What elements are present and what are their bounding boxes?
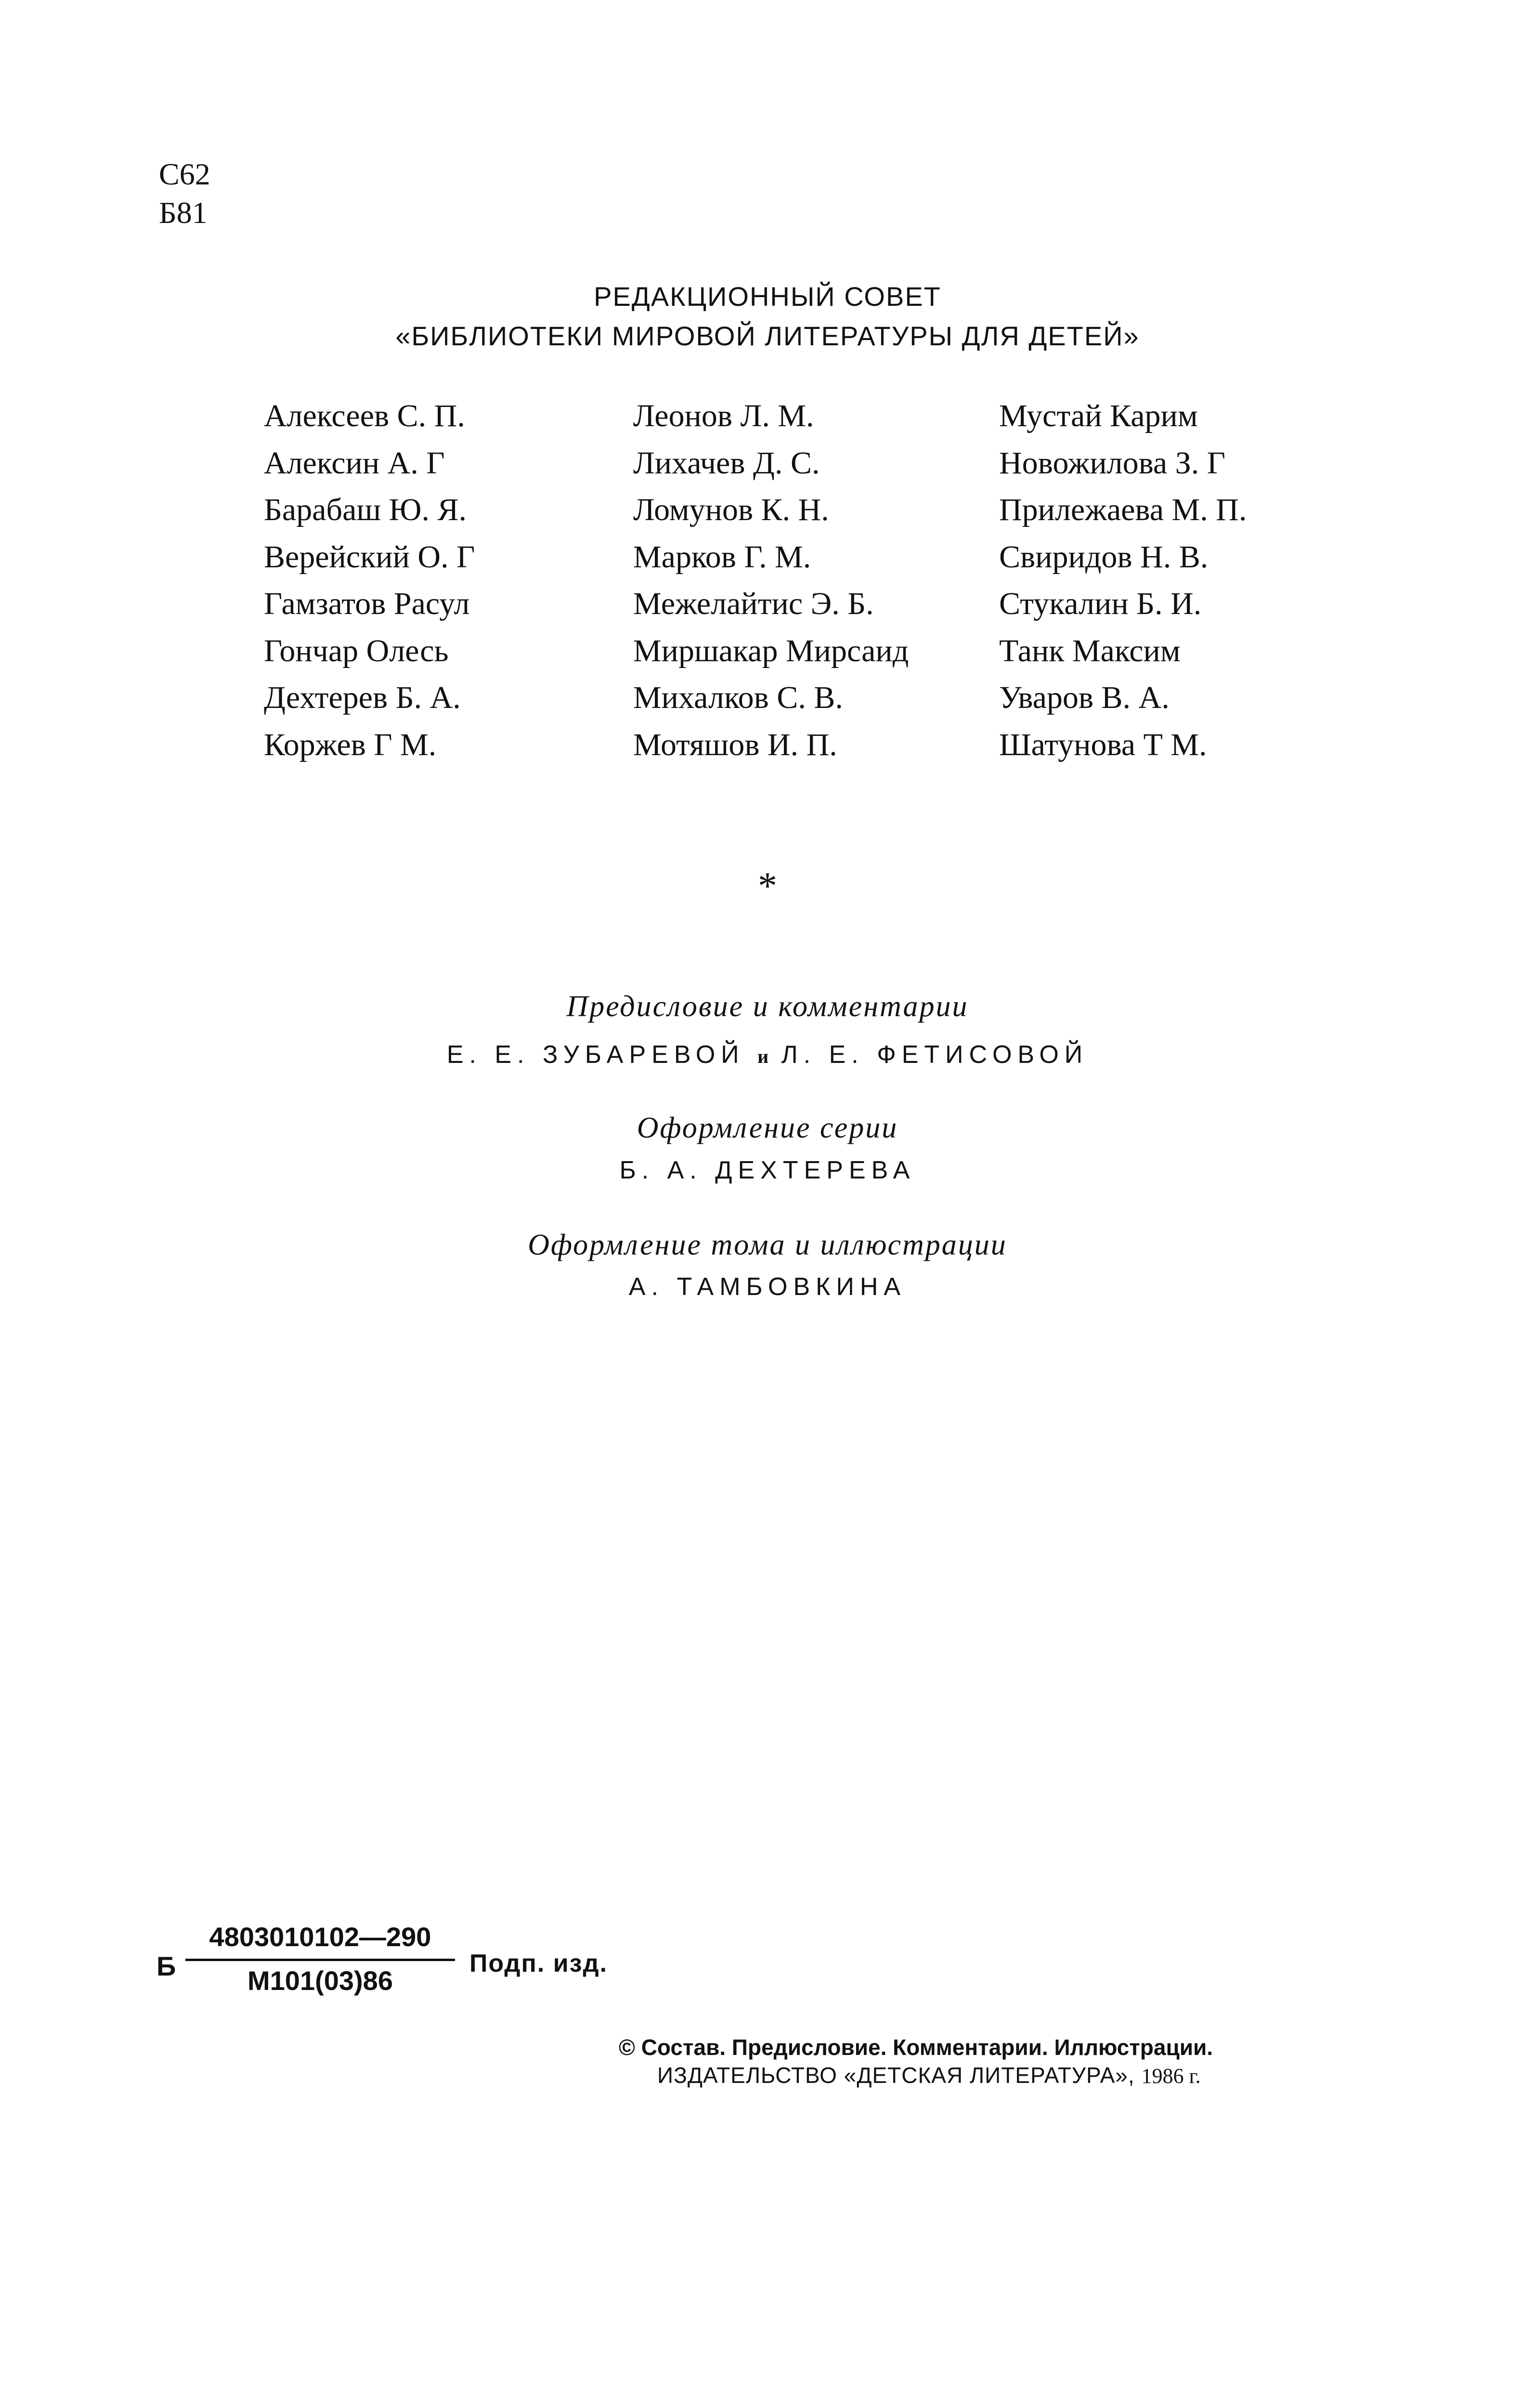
members-column-1	[264, 393, 475, 768]
member-name: Барабаш Ю. Я.	[264, 492, 467, 527]
volume-design-role: Оформление тома и иллюстрации	[528, 1229, 1007, 1261]
council-heading-line: РЕДАКЦИОННЫЙ СОВЕТ	[594, 281, 941, 312]
member-name: Шатунова Т М.	[999, 727, 1207, 762]
member-name: Гончар Олесь	[264, 633, 449, 668]
preface-conjunction: и	[757, 1046, 769, 1067]
member-name: Танк Максим	[999, 633, 1181, 668]
preface-name: Л. Е. ФЕТИСОВОЙ	[781, 1041, 1089, 1069]
index-numerator: 4803010102—290	[185, 1919, 455, 1961]
member-name: Межелайтис Э. Б.	[633, 586, 874, 621]
index-letter: Б	[156, 1951, 176, 1981]
member-name: Алексеев С. П.	[264, 398, 465, 433]
copyright-block	[619, 2033, 1213, 2090]
classification-code: Б81	[159, 196, 208, 230]
copyright-line-2	[619, 2061, 1213, 2090]
member-name: Стукалин Б. И.	[999, 586, 1202, 621]
member-name: Мустай Карим	[999, 398, 1198, 433]
member-name: Лихачев Д. С.	[633, 445, 820, 481]
members-column-2	[633, 393, 909, 768]
publication-year: 1986 г.	[1141, 2064, 1201, 2088]
member-name: Мотяшов И. П.	[633, 727, 837, 762]
member-name: Коржев Г М.	[264, 727, 437, 762]
council-heading-line: «БИБЛИОТЕКИ МИРОВОЙ ЛИТЕРАТУРЫ ДЛЯ ДЕТЕЙ»	[395, 321, 1140, 351]
council-heading	[0, 277, 1535, 356]
copyright-icon: ©	[619, 2035, 635, 2060]
member-name: Свиридов Н. В.	[999, 539, 1209, 575]
member-name: Алексин А. Г	[264, 445, 445, 481]
copyright-line-1	[619, 2033, 1213, 2061]
member-name: Ломунов К. Н.	[633, 492, 829, 527]
series-design-role: Оформление серии	[637, 1112, 898, 1144]
preface-name: Е. Е. ЗУБАРЕВОЙ	[446, 1041, 745, 1069]
classification-code: С62	[159, 157, 210, 191]
publisher-name: ИЗДАТЕЛЬСТВО «ДЕТСКАЯ ЛИТЕРАТУРА»,	[657, 2063, 1135, 2088]
member-name: Дехтерев Б. А.	[264, 680, 461, 715]
classification-codes	[159, 155, 210, 232]
member-name: Верейский О. Г	[264, 539, 475, 575]
member-name: Гамзатов Расул	[264, 586, 470, 621]
separator-asterisk: *	[758, 865, 777, 907]
member-name: Леонов Л. М.	[633, 398, 814, 433]
volume-design-name: А. ТАМБОВКИНА	[628, 1273, 907, 1301]
series-design-name: Б. А. ДЕХТЕРЕВА	[619, 1156, 916, 1184]
preface-names	[0, 1035, 1535, 1076]
index-fraction	[185, 1919, 455, 1999]
index-note: Подп. изд.	[469, 1950, 608, 1977]
member-name: Уваров В. А.	[999, 680, 1170, 715]
preface-role: Предисловие и комментарии	[566, 990, 969, 1023]
members-column-3	[999, 393, 1247, 768]
member-name: Новожилова З. Г	[999, 445, 1225, 481]
member-name: Прилежаева М. П.	[999, 492, 1247, 527]
copyright-text: Состав. Предисловие. Комментарии. Иллюстрации.	[641, 2035, 1213, 2060]
index-denominator: М101(03)86	[247, 1965, 393, 1996]
member-name: Миршакар Мирсаид	[633, 633, 909, 668]
member-name: Марков Г. М.	[633, 539, 811, 575]
member-name: Михалков С. В.	[633, 680, 843, 715]
